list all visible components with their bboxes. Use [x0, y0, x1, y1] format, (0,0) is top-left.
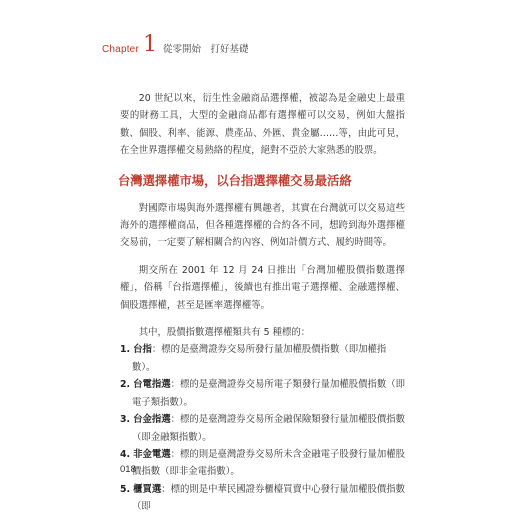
list-item: 4. 非金電選：標的則是臺灣證券交易所未含金融電子股發行量加權股價指數（即非金電指數）。 — [120, 448, 405, 478]
section-heading: 台灣選擇權市場，以台指選擇權交易最活絡 — [118, 173, 352, 188]
list-item-term: 台金指選 — [133, 414, 171, 426]
list-item: 1. 台指：標的是臺灣證券交易所發行量加權股價指數（即加權指數）。 — [120, 344, 387, 373]
paragraph-overseas-options: 對國際市場與海外選擇權有興趣者，其實在台灣就可以交易這些海外的選擇權商品，但各種選擇權的合約各不同，想跨到海外選擇權交易前，一定要了解相關合約內容、例如計價方式、履約時間等。 — [120, 202, 405, 249]
chapter-number: 1 — [142, 32, 157, 57]
page-content — [120, 90, 405, 516]
list-item-text: ：標的是臺灣證券交易所發行量加權股價指數（即加權指數）。 — [132, 344, 387, 373]
intro-paragraph: 20 世紀以來，衍生性金融商品選擇權，被認為是金融史上最重要的財務工具，大型的金融商品都有選擇權可以交易，例如大盤指數、個股、利率、能源、農產品、外匯、貴金屬……等，由此可見，在全世界選擇權交易熱絡的程度，絕對不亞於大家熟悉的股票。 — [120, 93, 405, 157]
list-item: 5. 櫃買選：標的則是中華民國證券櫃檯買賣中心發行量加權股價指數（即 — [120, 483, 405, 513]
list-item: 3. 台金指選：標的是臺灣證券交易所金融保險類發行量加權股價指數（即金融類指數）。 — [120, 414, 405, 443]
list-item-text: ：標的是臺灣證券交易所金融保險類發行量加權股價指數（即金融類指數）。 — [132, 414, 405, 443]
list-item-term: 非金電選 — [133, 448, 171, 460]
list-item-term: 櫃買選 — [133, 483, 162, 495]
list-item-text: ：標的則是臺灣證券交易所未含金融電子股發行量加權股價指數（即非金電指數）。 — [132, 448, 405, 478]
chapter-header — [102, 34, 249, 56]
list-item-text: ：標的是臺灣證券交易所電子類發行量加權股價指數（即電子類指數）。 — [132, 379, 405, 408]
list-item-text: ：標的則是中華民國證券櫃檯買賣中心發行量加權股價指數（即 — [132, 483, 405, 513]
list-item-term: 台電指選 — [133, 379, 171, 391]
page-number: 018 — [120, 464, 136, 475]
list-item: 2. 台電指選：標的是臺灣證券交易所電子類發行量加權股價指數（即電子類指數）。 — [120, 379, 405, 408]
list-intro: 其中，股價指數選擇權類共有 5 種標的： — [138, 327, 311, 339]
index-options-list — [120, 341, 405, 515]
paragraph-taifex-history: 期交所在 2001 年 12 月 24 日推出「台灣加權股價指數選擇權」，俗稱「台指選擇權」，後續也有推出電子選擇權、金融選擇權、個股選擇權，甚至是匯率選擇權等。 — [120, 264, 405, 311]
chapter-title: 從零開始 打好基礎 — [162, 44, 249, 55]
list-item-term: 台指 — [133, 344, 152, 356]
chapter-label: Chapter — [102, 44, 139, 55]
